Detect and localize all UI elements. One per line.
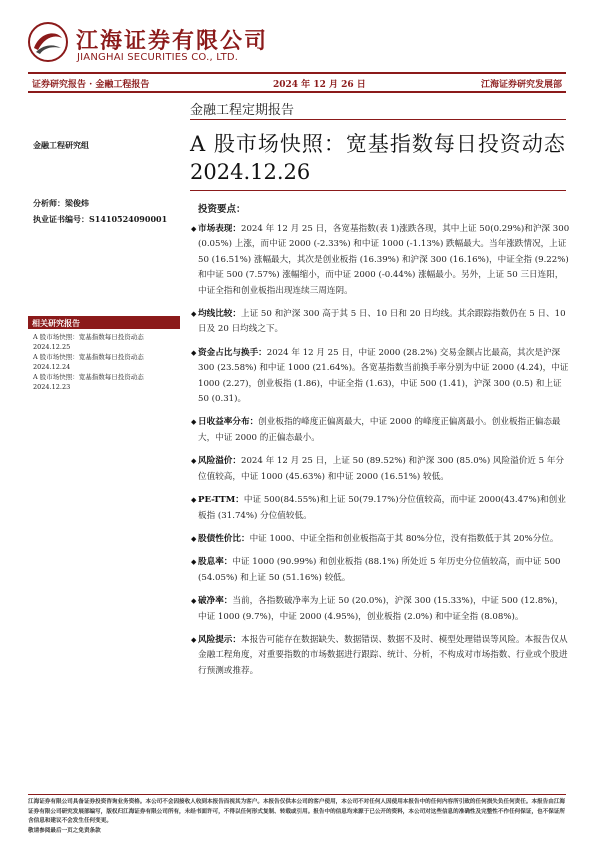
point-pe-ttm [192, 493, 570, 524]
analyst-name: 分析师：梁俊炜 [33, 198, 89, 208]
title-divider [190, 190, 566, 191]
diamond-bullet-icon: ◆ [191, 418, 197, 427]
related-reports-list [33, 332, 183, 392]
point-below-book-ratio [192, 594, 570, 625]
point-risk-premium [192, 454, 570, 485]
related-report-item[interactable]: A 股市场快照：宽基指数每日投资动态 2024.12.25 [33, 333, 144, 351]
diamond-bullet-icon: ◆ [191, 635, 197, 644]
point-label: 资金占比与换手： [198, 347, 267, 358]
footer-divider [28, 794, 566, 795]
disclaimer-reference: 敬请参阅最后一页之免责条款 [28, 827, 101, 834]
point-label: 均线比较： [198, 309, 241, 320]
point-label: 风险提示： [198, 634, 241, 645]
point-label: 市场表现： [198, 224, 241, 234]
point-text: 上证 50 和沪深 300 高于其 5 日、10 日和 20 日均线。其余跟踪指数仍在 5 日、10 日及 20 日均线之下。 [198, 309, 566, 335]
report-date: 2024 年 12 月 26 日 [273, 80, 366, 90]
disclaimer [28, 798, 566, 836]
investment-points [192, 222, 570, 679]
department-name: 江海证券研究发展部 [480, 80, 562, 90]
point-label: 股债性价比： [198, 533, 250, 544]
point-label: 破净率： [198, 596, 233, 607]
company-name-cn: 江海证券有限公司 [76, 28, 269, 54]
point-text: 2024 年 12 月 25 日，上证 50 (89.52%) 和沪深 300 (85.0%) 风险溢价近 5 年分位值较高，中证 1000 (45.63%) 和中证 2000 (16.51%) 较低。 [198, 456, 565, 482]
related-reports-heading-label: 相关研究报告 [32, 317, 80, 328]
related-report-item[interactable]: A 股市场快照：宽基指数每日投资动态 2024.12.23 [33, 373, 144, 391]
point-return-distribution [192, 415, 570, 446]
point-text: 中证 1000、中证全指和创业板指高于其 80%分位，没有指数低于其 20%分位。 [249, 533, 559, 544]
report-type: 金融工程定期报告 [190, 103, 295, 118]
license-number: 执业证书编号：S1410524090001 [33, 214, 168, 224]
point-moving-average [192, 307, 570, 338]
point-text: 本报告可能存在数据缺失、数据错误、数据不及时、模型处理错误等风险。本报告仅从金融工程角度，对重要指数的市场数据进行跟踪、统计、分析，不构成对市场指数、行业或个股进行预测或推荐。 [198, 634, 568, 676]
diamond-bullet-icon: ◆ [191, 558, 197, 567]
header-rule-bottom [28, 91, 566, 93]
point-text: 当前，各指数破净率为上证 50 (20.0%)，沪深 300 (15.33%)，中证 500 (12.8%)，中证 1000 (9.7%)，中证 2000 (4.95%)，创业板指 (2.0%) 和中证全指 (8.08%)。 [198, 596, 564, 622]
point-text: 中证 500(84.55%)和上证 50(79.17%)分位值较高，而中证 2000(43.47%)和创业板指 (31.74%) 分位值较低。 [198, 495, 566, 521]
diamond-bullet-icon: ◆ [191, 310, 197, 319]
point-stock-bond-ratio [192, 532, 570, 547]
report-category: 证券研究报告 · 金融工程报告 [32, 80, 150, 90]
diamond-bullet-icon: ◆ [191, 496, 197, 505]
point-risk-warning [192, 633, 570, 679]
company-name-en: JIANGHAI SECURITIES CO., LTD. [77, 52, 239, 63]
page-title: A 股市场快照：宽基指数每日投资动态 [190, 132, 566, 156]
related-report-item[interactable]: A 股市场快照：宽基指数每日投资动态 2024.12.24 [33, 353, 144, 371]
point-label: 日收益率分布： [198, 417, 259, 428]
point-text: 2024 年 12 月 25 日，中证 2000 (28.2%) 交易金额占比最高，其次是沪深 300 (23.58%) 和中证 1000 (21.64%)。各宽基指数当前换手率分别为中证 2000 (4.24)，中证 1000 (2.27)，创业板指 (1.86)，中证全指 (1.63)，中证 500 (1.41)，沪深 300 (0.5) 和上证 50 (0.31)。 [198, 347, 569, 405]
point-text: 中证 1000 (90.99%) 和创业板指 (88.1%) 所处近 5 年历史分位值较高，而中证 500 (54.05%) 和上证 50 (51.16%) 较低。 [198, 557, 561, 583]
point-label: 股息率： [198, 557, 233, 568]
diamond-bullet-icon: ◆ [191, 348, 197, 357]
page-title-date: 2024.12.26 [190, 160, 311, 184]
point-label: PE-TTM： [198, 495, 244, 506]
related-reports-heading [28, 316, 180, 329]
diamond-bullet-icon: ◆ [191, 534, 197, 543]
point-text: 创业板指的峰度正偏离最大，中证 2000 的峰度正偏离最小。创业板指正偏态最大，中证 2000 的正偏态最小。 [198, 417, 561, 443]
subtitle-divider [190, 119, 566, 120]
header-band [28, 75, 566, 90]
diamond-bullet-icon: ◆ [191, 225, 197, 233]
company-logo-icon [28, 22, 68, 62]
investment-highlights-heading: 投资要点： [198, 204, 246, 215]
point-text: 2024 年 12 月 25 日，各宽基指数(表 1)涨跌各现，其中上证 50(0.29%)和沪深 300 (0.05%) 上涨，而中证 2000 (-2.33%) 和中证 1000 (-1.13%) 跌幅最大。当年涨跌情况，上证 50 (16.51%) 涨幅最大，其次是创业板指 (16.39%) 和沪深 300 (16.16%)，中证全指 (9.22%) 和中证 500 (7.57%) 涨幅缩小，而中证 2000 (-0.44%) 涨幅最小。另外，上证 50 三日连阳，中证全指和创业板指出现连续三周连阴。 [198, 224, 570, 296]
diamond-bullet-icon: ◆ [191, 457, 197, 466]
point-turnover [192, 346, 570, 408]
point-dividend-yield [192, 555, 570, 586]
disclaimer-text: 江海证券有限公司具备证券投资咨询业务资格。本公司不会因接收人收到本报告而视其为客户。本报告仅供本公司的客户使用，本公司不对任何人因使用本报告中的任何内容所引致的任何损失负任何责任。本报告由江海证券有限公司研究发展部编写，版权归江海证券有限公司所有，未经书面许可，不得以任何形式复制、转载或引用。报告中的信息均来源于已公开的资料，本公司对这些信息的准确性及完整性不作任何保证，也不保证所含信息和建议不会发生任何变更。 [28, 799, 566, 824]
point-market-performance [192, 222, 570, 299]
research-group: 金融工程研究组 [33, 140, 89, 150]
header-rule-top [28, 72, 566, 74]
point-label: 风险溢价： [198, 456, 241, 467]
diamond-bullet-icon: ◆ [191, 597, 197, 606]
